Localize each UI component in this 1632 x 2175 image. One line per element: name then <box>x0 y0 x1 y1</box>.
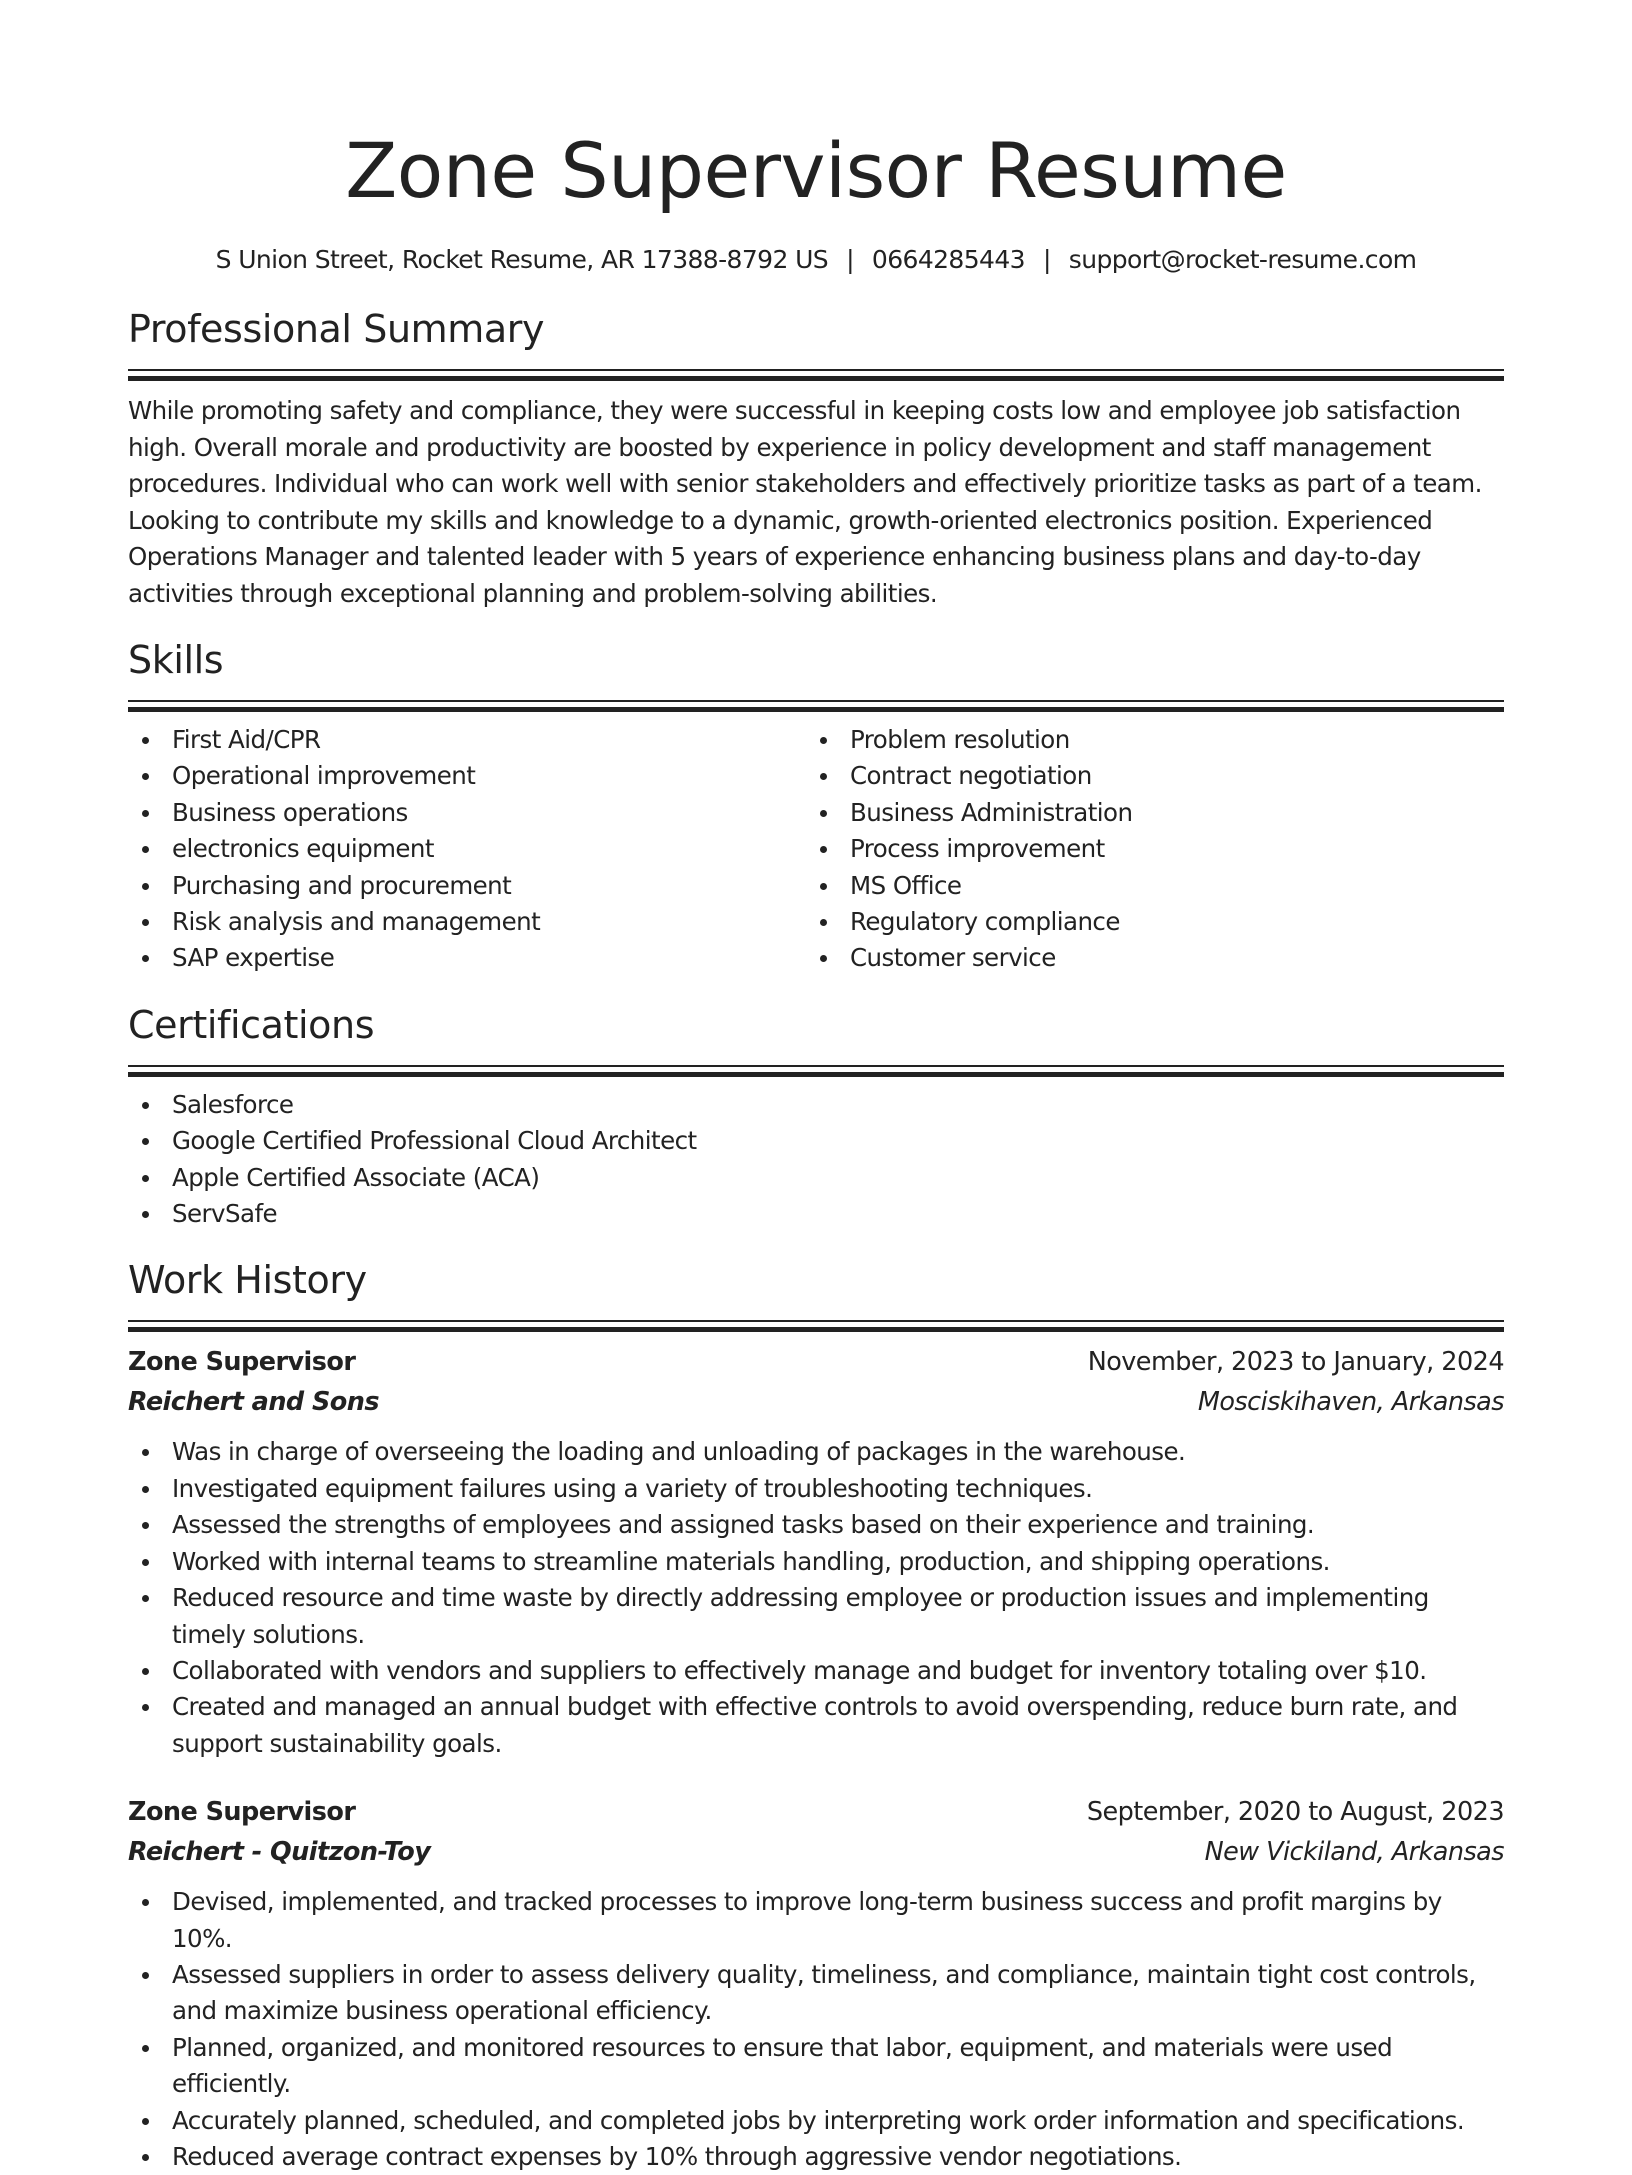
job-header <box>128 1792 1504 1832</box>
job-entry <box>128 1342 1504 1762</box>
job-title: Zone Supervisor <box>128 1347 356 1378</box>
job-bullets <box>128 1884 1504 2175</box>
work-history-section <box>128 1254 1504 2175</box>
job-entry <box>128 1792 1504 2175</box>
skill-item: electronics equipment <box>128 831 806 867</box>
skill-item: MS Office <box>806 868 1484 904</box>
skills-section <box>128 634 1504 977</box>
job-dates: November, 2023 to January, 2024 <box>1087 1347 1504 1378</box>
job-bullet: Investigated equipment failures using a variety of troubleshooting techniques. <box>128 1471 1504 1507</box>
job-bullet: Collaborated with vendors and suppliers to effectively manage and budget for inventory totaling over $10. <box>128 1653 1504 1689</box>
skills-list-right <box>806 722 1484 977</box>
job-bullet: Assessed suppliers in order to assess delivery quality, timeliness, and compliance, maintain tight cost controls, and maximize business operational efficiency. <box>128 1957 1504 2030</box>
job-bullet: Planned, organized, and monitored resources to ensure that labor, equipment, and materials were used efficiently. <box>128 2030 1504 2103</box>
skill-item: First Aid/CPR <box>128 722 806 758</box>
contact-line <box>128 242 1504 278</box>
skill-item: SAP expertise <box>128 940 806 976</box>
job-bullet: Accurately planned, scheduled, and completed jobs by interpreting work order information and specifications. <box>128 2103 1504 2139</box>
summary-text: While promoting safety and compliance, they were successful in keeping costs low and employee job satisfaction high. Overall morale and productivity are boosted by experience in policy development and staff management procedures. Individual who can work well with senior stakeholders and effectively prioritize tasks as part of a team. Looking to contribute my skills and knowledge to a dynamic, growth-oriented electronics position. Experienced Operations Manager and talented leader with 5 years of experience enhancing business plans and day-to-day activities through exceptional planning and problem-solving abilities. <box>128 396 1482 608</box>
skill-item: Customer service <box>806 940 1484 976</box>
section-divider <box>128 700 1504 716</box>
certification-item: ServSafe <box>128 1196 1504 1232</box>
job-bullet: Worked with internal teams to streamline materials handling, production, and shipping operations. <box>128 1544 1504 1580</box>
contact-separator: | <box>1042 245 1051 274</box>
section-divider <box>128 1065 1504 1081</box>
job-bullet: Reduced resource and time waste by directly addressing employee or production issues and implementing timely solutions. <box>128 1580 1504 1653</box>
contact-address: S Union Street, Rocket Resume, AR 17388-8792 US <box>215 245 829 274</box>
skill-item: Operational improvement <box>128 758 806 794</box>
summary-heading: Professional Summary <box>128 307 545 351</box>
contact-phone: 0664285443 <box>871 245 1025 274</box>
work-history-heading: Work History <box>128 1258 367 1303</box>
certification-item: Salesforce <box>128 1087 1504 1123</box>
skill-item: Purchasing and procurement <box>128 868 806 904</box>
job-title: Zone Supervisor <box>128 1797 356 1828</box>
section-divider <box>128 1320 1504 1336</box>
skill-item: Contract negotiation <box>806 758 1484 794</box>
contact-email: support@rocket-resume.com <box>1068 245 1417 274</box>
certifications-list <box>128 1087 1504 1233</box>
job-bullet: Created and managed an annual budget with effective controls to avoid overspending, reduce burn rate, and support sustainability goals. <box>128 1689 1504 1762</box>
skill-item: Business operations <box>128 795 806 831</box>
job-company: Reichert - Quitzon-Toy <box>128 1837 431 1868</box>
contact-separator: | <box>846 245 854 274</box>
job-bullet: Reduced average contract expenses by 10% through aggressive vendor negotiations. <box>128 2139 1504 2175</box>
job-bullet: Devised, implemented, and tracked processes to improve long-term business success and profit margins by 10%. <box>128 1884 1504 1957</box>
certifications-heading: Certifications <box>128 1002 375 1047</box>
summary-section <box>128 303 1504 612</box>
section-divider <box>128 369 1504 385</box>
job-bullet: Assessed the strengths of employees and assigned tasks based on their experience and training. <box>128 1507 1504 1543</box>
job-dates: September, 2020 to August, 2023 <box>1086 1797 1504 1828</box>
resume-page <box>128 0 1504 2175</box>
job-company: Reichert and Sons <box>128 1387 379 1418</box>
job-subheader <box>128 1832 1504 1872</box>
skill-item: Risk analysis and management <box>128 904 806 940</box>
skill-item: Problem resolution <box>806 722 1484 758</box>
job-bullets <box>128 1434 1504 1762</box>
skills-heading: Skills <box>128 638 224 682</box>
skill-item: Regulatory compliance <box>806 904 1484 940</box>
skill-item: Business Administration <box>806 795 1484 831</box>
job-location: Mosciskihaven, Arkansas <box>1197 1387 1504 1418</box>
job-bullet: Was in charge of overseeing the loading and unloading of packages in the warehouse. <box>128 1434 1504 1470</box>
job-location: New Vickiland, Arkansas <box>1204 1837 1504 1868</box>
skills-grid <box>128 722 1504 977</box>
resume-title: Zone Supervisor Resume <box>345 126 1287 215</box>
skill-item: Process improvement <box>806 831 1484 867</box>
job-header <box>128 1342 1504 1382</box>
skills-list-left <box>128 722 806 977</box>
certification-item: Google Certified Professional Cloud Architect <box>128 1123 1504 1159</box>
certifications-section <box>128 999 1504 1233</box>
job-subheader <box>128 1382 1504 1422</box>
certification-item: Apple Certified Associate (ACA) <box>128 1160 1504 1196</box>
